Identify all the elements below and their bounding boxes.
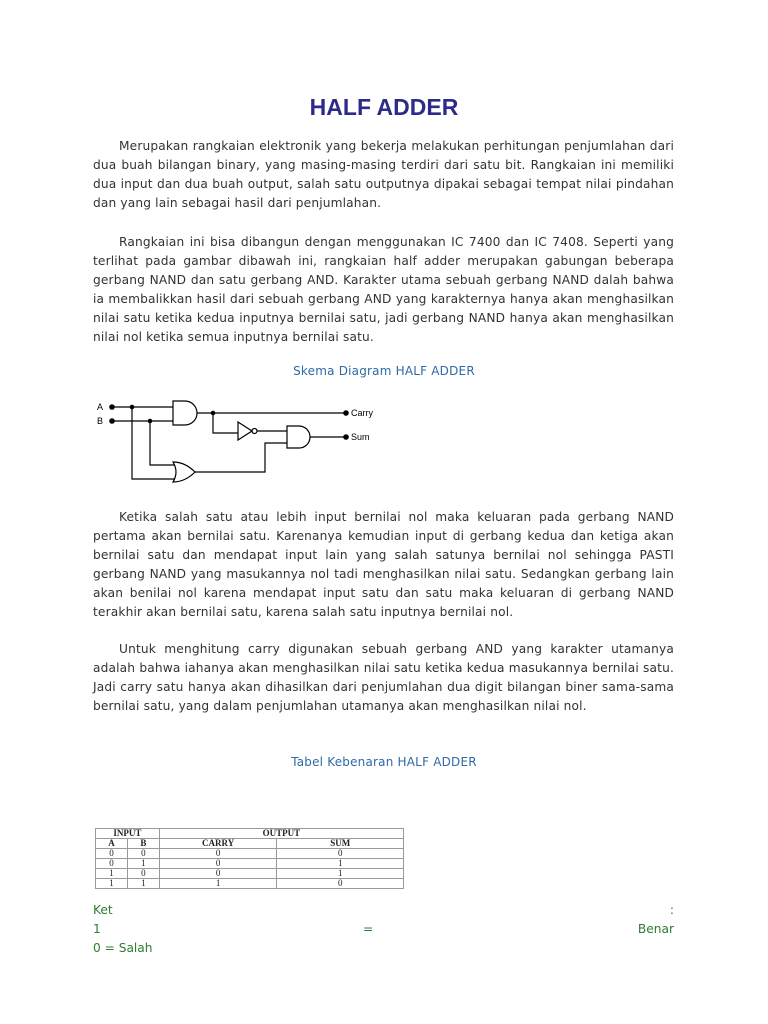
paragraph-intro: Merupakan rangkaian elektronik yang bekerja melakukan perhitungan penjumlahan dari dua buah bilangan binary, yang masing-masing terdiri dari satu bit. Rangkaian ini memiliki dua input dan dua buah output, salah satu outputnya dipakai sebagai tempat nilai pindahan dan yang lain sebagai hasil dari penjumlahan.: [93, 139, 674, 210]
paragraph-carry: Untuk menghitung carry digunakan sebuah gerbang AND yang karakter utamanya adalah bahwa iahanya akan menghasilkan nilai satu ketika kedua masukannya bernilai satu. Jadi carry satu hanya akan dihasilkan dari penjumlahan dua digit bilangan biner sama-sama bernilai satu, yang dalam penjumlahan utamanya akan menghasilkan nilai nol.: [93, 642, 674, 713]
diagram-caption: Skema Diagram HALF ADDER: [293, 364, 475, 378]
ket-false-line: 0 = Salah: [93, 941, 153, 955]
page-title: HALF ADDER: [309, 94, 459, 120]
label-a: A: [97, 402, 104, 412]
ket-one: 1: [93, 922, 101, 936]
table-row: 1 1 1 0: [96, 879, 404, 889]
table-row: 1 0 0 1: [96, 869, 404, 879]
ket-true-line: [93, 920, 674, 939]
header-input: INPUT: [96, 829, 160, 839]
or-gate: [173, 462, 195, 482]
paragraph-ic: Rangkaian ini bisa dibangun dengan menggunakan IC 7400 dan IC 7408. Seperti yang terlihat pada gambar dibawah ini, rangkaian half adder merupakan gabungan beberapa gerbang NAND dan satu gerbang AND. Karakter utama sebuah gerbang NAND dalah bahwa ia membalikkan hasil dari sebuah gerbang AND yang karakternya hanya akan menghasilkan nilai satu ketika kedua inputnya bernilai satu, jadi gerbang NAND hanya akan menghasilkan nilai nol ketika semua inputnya bernilai satu.: [93, 235, 674, 344]
table-caption: Tabel Kebenaran HALF ADDER: [291, 755, 477, 769]
ket-equals: =: [363, 922, 374, 936]
wire-b-to-or: [150, 421, 175, 465]
junction-b: [148, 419, 153, 424]
junction-a: [130, 405, 135, 410]
wire-a-to-or: [132, 407, 175, 479]
header-output: OUTPUT: [159, 829, 403, 839]
junction-carry: [211, 411, 216, 416]
table-row: 0 1 0 1: [96, 859, 404, 869]
and-gate-carry: [173, 401, 197, 425]
and-gate-sum: [287, 426, 310, 448]
node-carry: [343, 410, 349, 416]
table-row: 0 0 0 0: [96, 849, 404, 859]
header-sum: SUM: [277, 839, 404, 849]
node-sum: [343, 434, 349, 440]
label-sum: Sum: [351, 432, 370, 442]
header-carry: CARRY: [159, 839, 277, 849]
label-carry: Carry: [351, 408, 373, 418]
header-a: A: [96, 839, 128, 849]
node-b: [109, 418, 115, 424]
header-b: B: [127, 839, 159, 849]
truth-table: [95, 828, 404, 889]
ket-colon: :: [669, 903, 674, 917]
half-adder-schematic: [93, 393, 393, 493]
not-gate: [238, 422, 252, 440]
wire-to-not: [213, 413, 238, 433]
paragraph-nand: Ketika salah satu atau lebih input bernilai nol maka keluaran pada gerbang NAND pertama akan bernilai satu. Karenanya kemudian input di gerbang kedua dan ketiga akan bernilai satu dan mendapat input lain yang salah satunya bernilai nol sehingga PASTI gerbang NAND yang masukannya nol tadi menghasilkan nilai satu. Sedangkan gerbang lain akan benilai nol karena mendapat input satu dan satu maka keluaran di gerbang NAND terakhir akan bernilai satu, karena salah satu inputnya bernilai nol.: [93, 510, 674, 619]
ket-line: [93, 901, 674, 920]
ket-label: Ket: [93, 903, 113, 917]
label-b: B: [97, 416, 104, 426]
wire-or-out: [195, 443, 287, 472]
ket-benar: Benar: [637, 922, 674, 936]
node-a: [109, 404, 115, 410]
